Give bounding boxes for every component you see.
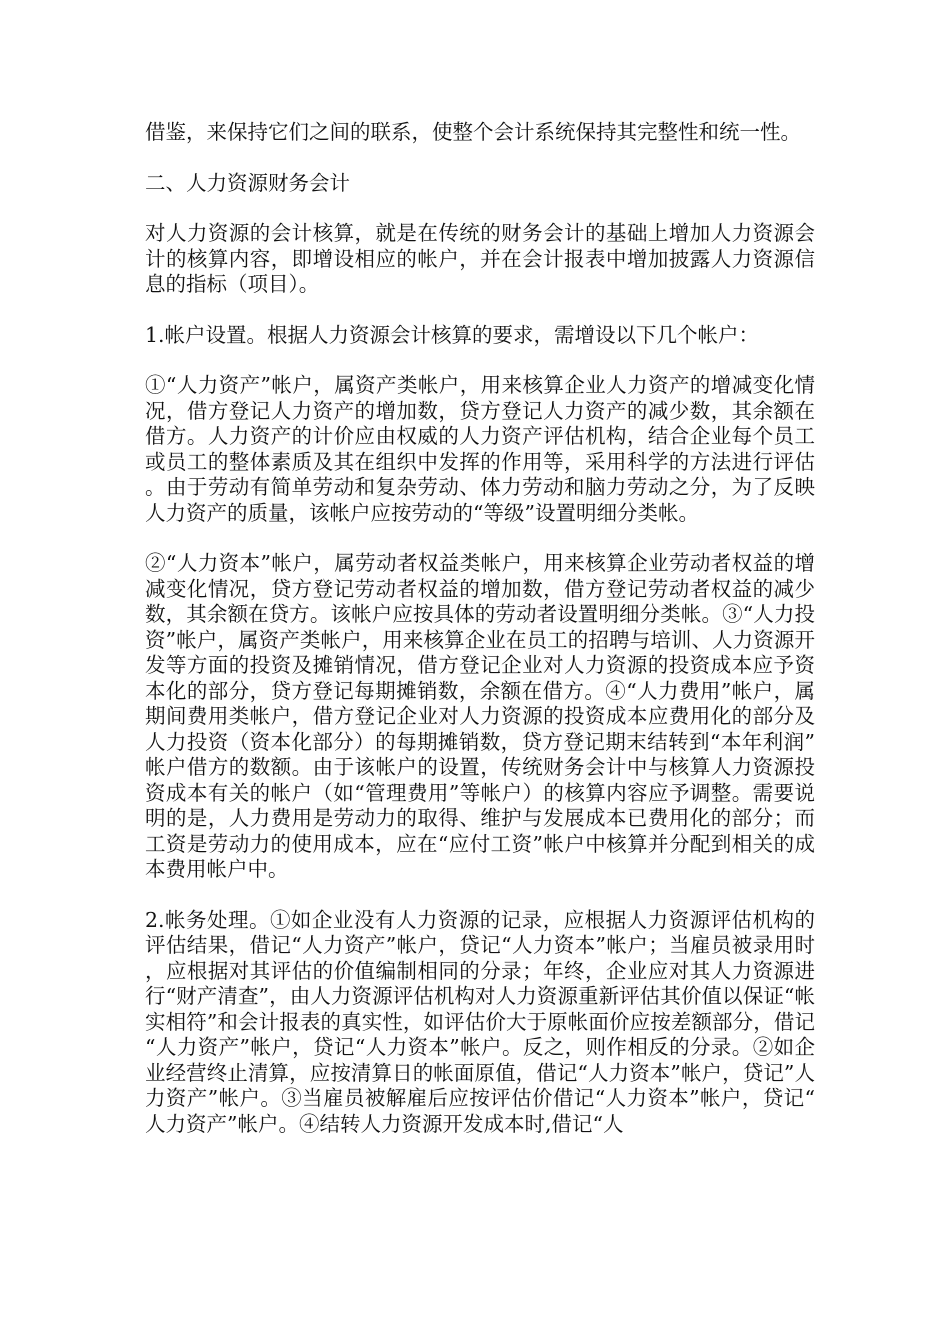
section-heading: 二、人力资源财务会计 (145, 170, 350, 195)
paragraph-continuation: 借鉴，来保持它们之间的联系，使整个会计系统保持其完整性和统一性。 (145, 120, 801, 144)
document-body (145, 120, 815, 1162)
paragraph-human-assets: ①“人力资产”帐户，属资产类帐户，用来核算企业人力资产的增减变化情况，借方登记人力资产的增加数，贷方登记人力资产的减少数，其余额在借方。人力资产的计价应由权威的人力资产评估机构，结合企业每个员工或员工的整体素质及其在组织中发挥的作用等，采用科学的方法进行评估。由于劳动有简单劳动和复杂劳动、体力劳动和脑力劳动之分，为了反映人力资产的质量，该帐户应按劳动的“等级”设置明细分类帐。 (145, 373, 815, 525)
paragraph-account-setup: 1.帐户设置。根据人力资源会计核算的要求，需增设以下几个帐户： (145, 322, 760, 347)
paragraph-intro: 对人力资源的会计核算，就是在传统的财务会计的基础上增加人力资源会计的核算内容，即增设相应的帐户，并在会计报表中增加披露人力资源信息的指标（项目）。 (145, 221, 815, 296)
paragraph-bookkeeping: 2.帐务处理。①如企业没有人力资源的记录，应根据人力资源评估机构的评估结果，借记“人力资产”帐户，贷记“人力资本”帐户；当雇员被录用时，应根据对其评估的价值编制相同的分录；年终，企业应对其人力资源进行“财产清查”，由人力资源评估机构对人力资源重新评估其价值以保证“帐实相符”和会计报表的真实性，如评估价大于原帐面价应按差额部分，借记“人力资产”帐户，贷记“人力资本”帐户。反之，则作相反的分录。②如企业经营终止清算，应按清算日的帐面原值，借记“人力资本”帐户，贷记”人力资产”帐户。③当雇员被解雇后应按评估价借记“人力资本”帐户，贷记“人力资产”帐户。④结转人力资源开发成本时,借记“人 (145, 907, 815, 1136)
paragraph-human-capital: ②“人力资本”帐户，属劳动者权益类帐户，用来核算企业劳动者权益的增减变化情况，贷方登记劳动者权益的增加数，借方登记劳动者权益的减少数，其余额在贷方。该帐户应按具体的劳动者设置明细分类帐。③“人力投资”帐户，属资产类帐户，用来核算企业在员工的招聘与培训、人力资源开发等方面的投资及摊销情况，借方登记企业对人力资源的投资成本应予资本化的部分，贷方登记每期摊销数，余额在借方。④“人力费用”帐户，属期间费用类帐户，借方登记企业对人力资源的投资成本应费用化的部分及人力投资（资本化部分）的每期摊销数，贷方登记期末结转到“本年利润”帐户借方的数额。由于该帐户的设置，传统财务会计中与核算人力资源投资成本有关的帐户（如“管理费用”等帐户）的核算内容应予调整。需要说明的是，人力费用是劳动力的取得、维护与发展成本已费用化的部分；而工资是劳动力的使用成本，应在“应付工资”帐户中核算并分配到相关的成本费用帐户中。 (145, 551, 815, 881)
